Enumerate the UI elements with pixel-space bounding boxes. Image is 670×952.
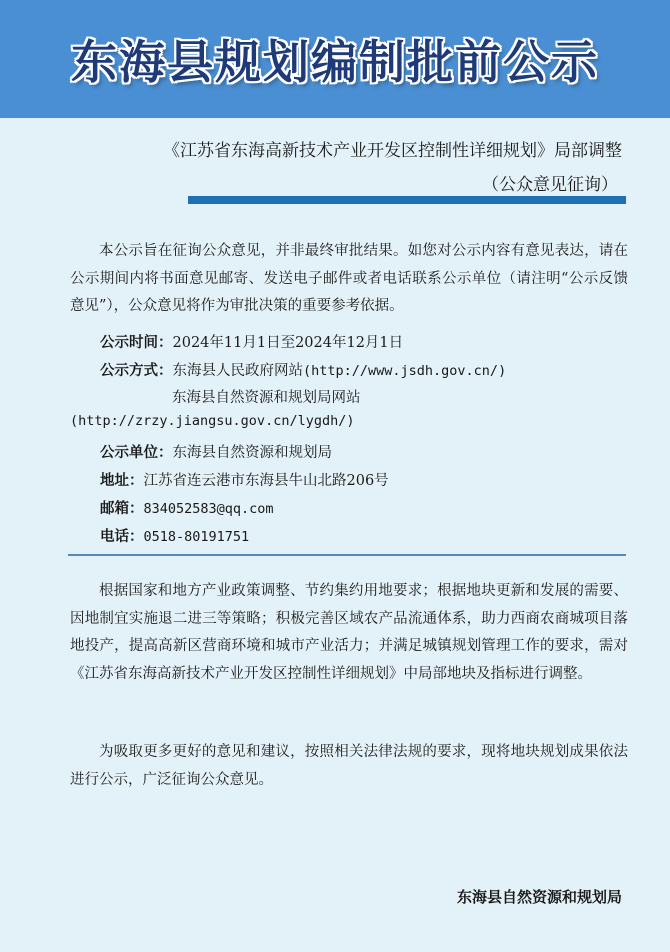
email-label: 邮箱： xyxy=(100,500,144,517)
intro-paragraph: 本公示旨在征询公众意见，并非最终审批结果。如您对公示内容有意见表达，请在公示期间内将书面意见邮寄、发送电子邮件或者电话联系公示单位（请注明“公示反馈意见”），公众意见将作为审批决策的重要参考依据。 xyxy=(70,243,628,314)
unit-label: 公示单位： xyxy=(100,444,173,461)
time-value: 2024年11月1日至2024年12月1日 xyxy=(172,335,404,351)
method-site2-url[interactable]: (http://zrzy.jiangsu.gov.cn/lygdh/) xyxy=(70,413,355,429)
address-label: 地址： xyxy=(100,472,144,489)
title-divider xyxy=(188,196,626,204)
time-label: 公示时间： xyxy=(100,334,173,351)
email-value[interactable]: 834052583@qq.com xyxy=(143,501,274,517)
address-value: 江苏省连云港市东海县牛山北路206号 xyxy=(143,473,389,489)
document-subtitle: 《江苏省东海高新技术产业开发区控制性详细规划》局部调整 xyxy=(163,141,622,161)
document-subtitle-note: （公众意见征询） xyxy=(482,175,618,195)
info-time xyxy=(100,331,403,352)
info-method-site2 xyxy=(172,386,361,407)
unit-value: 东海县自然资源和规划局 xyxy=(172,445,332,461)
section-divider xyxy=(68,554,626,556)
phone-value: 0518-80191751 xyxy=(143,529,250,545)
info-phone xyxy=(100,525,249,546)
body-paragraph-2: 为吸取更多更好的意见和建议，按照相关法律法规的要求，现将地块规划成果依法进行公示，广泛征询公众意见。 xyxy=(70,744,628,788)
method-label: 公示方式： xyxy=(100,362,173,379)
banner-title: 东海县规划编制批前公示 xyxy=(71,35,599,89)
info-address xyxy=(100,469,389,490)
info-method-site2-url xyxy=(70,413,354,429)
method-site2-name: 东海县自然资源和规划局网站 xyxy=(172,390,361,406)
info-email xyxy=(100,497,274,518)
method-site1-name: 东海县人民政府网站 xyxy=(172,363,303,379)
phone-label: 电话： xyxy=(100,528,144,545)
signature: 东海县自然资源和规划局 xyxy=(456,888,622,906)
info-method xyxy=(100,359,506,380)
method-site1-url[interactable]: (http://www.jsdh.gov.cn/) xyxy=(303,363,507,379)
header-banner xyxy=(0,0,670,118)
body-paragraph-1: 根据国家和地方产业政策调整、节约集约用地要求；根据地块更新和发展的需要、因地制宜实施退二进三等策略；积极完善区域农产品流通体系，助力西商农商城项目落地投产，提高高新区营商环境和城市产业活力；并满足城镇规划管理工作的要求，需对《江苏省东海高新技术产业开发区控制性详细规划》中局部地块及指标进行调整。 xyxy=(70,583,628,682)
info-unit xyxy=(100,441,332,462)
